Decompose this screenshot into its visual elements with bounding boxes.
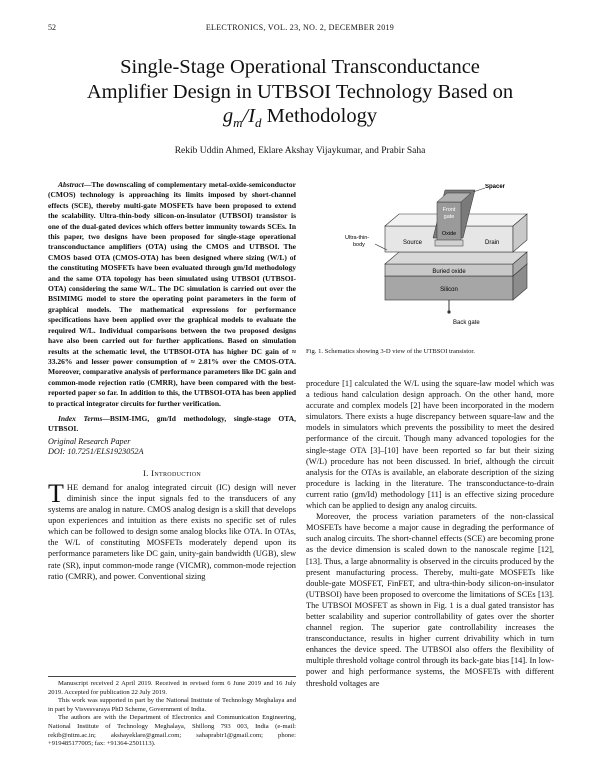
buried-oxide-top — [385, 252, 527, 264]
figure-utbsoi — [345, 184, 550, 334]
back-gate-dot — [447, 310, 450, 313]
drop-cap: T — [48, 478, 64, 508]
utbsoi-diagram — [345, 184, 550, 334]
footnote-received: Manuscript received 2 April 2019. Received in revised form 6 June 2019 and 16 July 2019. Accepted for publication 22 July 2019. — [48, 680, 296, 696]
paper-type: Original Research Paper — [48, 436, 131, 446]
footnote-support: This work was supported in part by the National Institute of Technology Meghalaya and in part by Visvesvaraya PhD Scheme, Government of India. — [48, 697, 296, 713]
right-column — [306, 378, 554, 689]
label-oxide: Oxide — [441, 231, 457, 237]
label-front-gate: Front — [442, 207, 456, 213]
abstract-text: —The downscaling of complementary metal-oxide-semiconductor (CMOS) technology is approaching its limits imposed by short-channel effects (SCE), thereby multi-gate MOSFETs have been proposed to extend the scalability. Ultra-thin-body silicon-on-insulator (UTBSOI) transistor is one of the dual-gated devices which offers better immunity towards SCEs. In this paper, two designs have been proposed for single-stage operational transconductance amplifiers (OTA) using the CMOS and UTBSOI. The CMOS based OTA (CMOS-OTA) has been designed where sizing (W/L) of the constituting MOSFETs have been evaluated through gm/Id methodology and the same OTA topology has been simulated using UTBSOI (UTBSOI-OTA) considering the same W/L. The DC simulation is carried out over the BSIMIMG model to store the operating point parameters in the form of graphical models. The mathematical expressions for performance specifications have been applied over the graphical models to evaluate the required W/L. Individual comparisons between the two proposed designs have also been carried out for further applications. Based on simulation results at the schematic level, the UTBSOI-OTA has higher DC gain of ≈ 33.26% and lesser power consumption of ≈ 2.81% over the CMOS-OTA. Moreover, comparative analysis of performance parameters like DC gain and common-mode rejection ratio (CMRR), have been compared with the best-reported paper so far. In addition to this, the UTBSOI-OTA has been applied to practical integrator circuits for further verification. — [48, 180, 296, 408]
label-back-gate: Back gate — [453, 320, 480, 326]
abstract — [48, 180, 296, 409]
title-line-2: Amplifier Design in UTBSOI Technology Based on — [86, 80, 514, 103]
right-paragraph-1: procedure [1] calculated the W/L using the square-law model which was a tedious hand calculation design approach. On the other hand, more accurate and complex models [2] have been incorporated in the modern simulators. There exists a huge discrepancy between square-law and the models in simulators which prevents the possibility to meet the desired performance of the circuit. Though many advanced topologies for the single-stage OTA [3]–[10] have been reported so far but their sizing (W/L) procedure has not been discussed. In brief, although the circuit analysis for the OTAs is available, an elaborate description of the sizing procedure is lacking in the literature. The transconductance-to-drain current ratio (gm/Id) methodology [11] is an effective sizing procedure which can be applied to design any analog circuits. — [306, 379, 554, 511]
doi: DOI: 10.7251/ELS1923052A — [48, 447, 144, 457]
paper-title — [40, 55, 560, 136]
author-list: Rekib Uddin Ahmed, Eklare Akshay Vijaykumar, and Prabir Saha — [174, 146, 426, 156]
gate-oxide — [435, 240, 463, 246]
title-line-1: Single-Stage Operational Transconductance — [120, 56, 480, 78]
label-source: Source — [403, 240, 423, 246]
label-spacer: Spacer — [485, 184, 506, 190]
label-drain: Drain — [485, 240, 500, 246]
label-ultra-thin-2: body — [353, 242, 365, 248]
intro-text: HE demand for analog integrated circuit (IC) design will never diminish since the input signals fed to the transducers of any systems are analog in nature. CMOS analog design is a skill that develops upon experiences and intuition as there exists no specific set of rules which can be followed to design some analog blocks like OTA. In OTAs, the W/L of constituting MOSFETs moderately depend upon its performance parameters like DC gain, unity-gain bandwidth (UGB), slew rate (SR), input common-mode range (VICMR), common-mode rejection ratio (CMRR), and power. Conventional sizing — [48, 482, 296, 581]
footnote — [48, 676, 296, 749]
page-header — [48, 23, 552, 35]
abstract-label: Abstract — [58, 180, 84, 189]
index-terms — [48, 414, 296, 435]
label-ultra-thin: Ultra-thin- — [345, 235, 370, 241]
title-line-3: $g_m/I_d$ Methodology — [222, 105, 378, 131]
page-number: 52 — [48, 23, 56, 32]
section-heading: I. Introduction — [142, 467, 202, 478]
intro-paragraph — [48, 478, 296, 582]
footnote-affiliation: The authors are with the Department of Electronics and Communication Engineering, National Institute of Technology Meghalaya, Shillong 793 003, India (e-mail: rekib@nitm.ac.in; akshayeklare@gmail.com; sahaprabir1@gmail.com; phone: +919485177005; fax: +91364-2501113). — [48, 714, 296, 748]
index-terms-label: Index Terms — [58, 413, 103, 423]
label-front-gate-2: gate — [443, 214, 455, 220]
figure-caption: Fig. 1. Schematics showing 3-D view of the UTBSOI transistor. — [306, 348, 475, 355]
label-silicon: Silicon — [440, 287, 458, 293]
journal-header: ELECTRONICS, VOL. 23, NO. 2, DECEMBER 2019 — [205, 23, 395, 32]
index-terms-text: —BSIM-IMG, gm/Id methodology, single-stage OTA, UTBSOI. — [48, 413, 296, 434]
label-buried-oxide: Buried oxide — [432, 269, 466, 275]
right-paragraph-2: Moreover, the process variation parameters of the non-classical MOSFETs have become a major cause in degrading the performance of such analog circuits. The short-channel effects (SCE) are becoming prone as the device dimension is scaled down to the nanoscale regime [12], [13]. Thus, a large abnormality is observed in the circuits produced by the present manufacturing process. Thereby, multi-gate MOSFETs like double-gate MOSFET, FinFET, and ultra-thin-body silicon-on-insulator (UTBSOI) have been proposed to overcome the limitations of SCEs [13]. The UTBSOI MOSFET as shown in Fig. 1 is a dual gated transistor has better scalability and superior controllability of gates over the shorter channel region. The superior gate controllability increases the transconductance, results in higher current drivability which in turn enhances the device speed. The UTBSOI also offers the flexibility of multiple threshold voltage control through its back-gate bias [14]. In low-power and high performance systems, the MOSFETs with different threshold voltages are — [306, 512, 554, 688]
left-column — [48, 180, 296, 582]
